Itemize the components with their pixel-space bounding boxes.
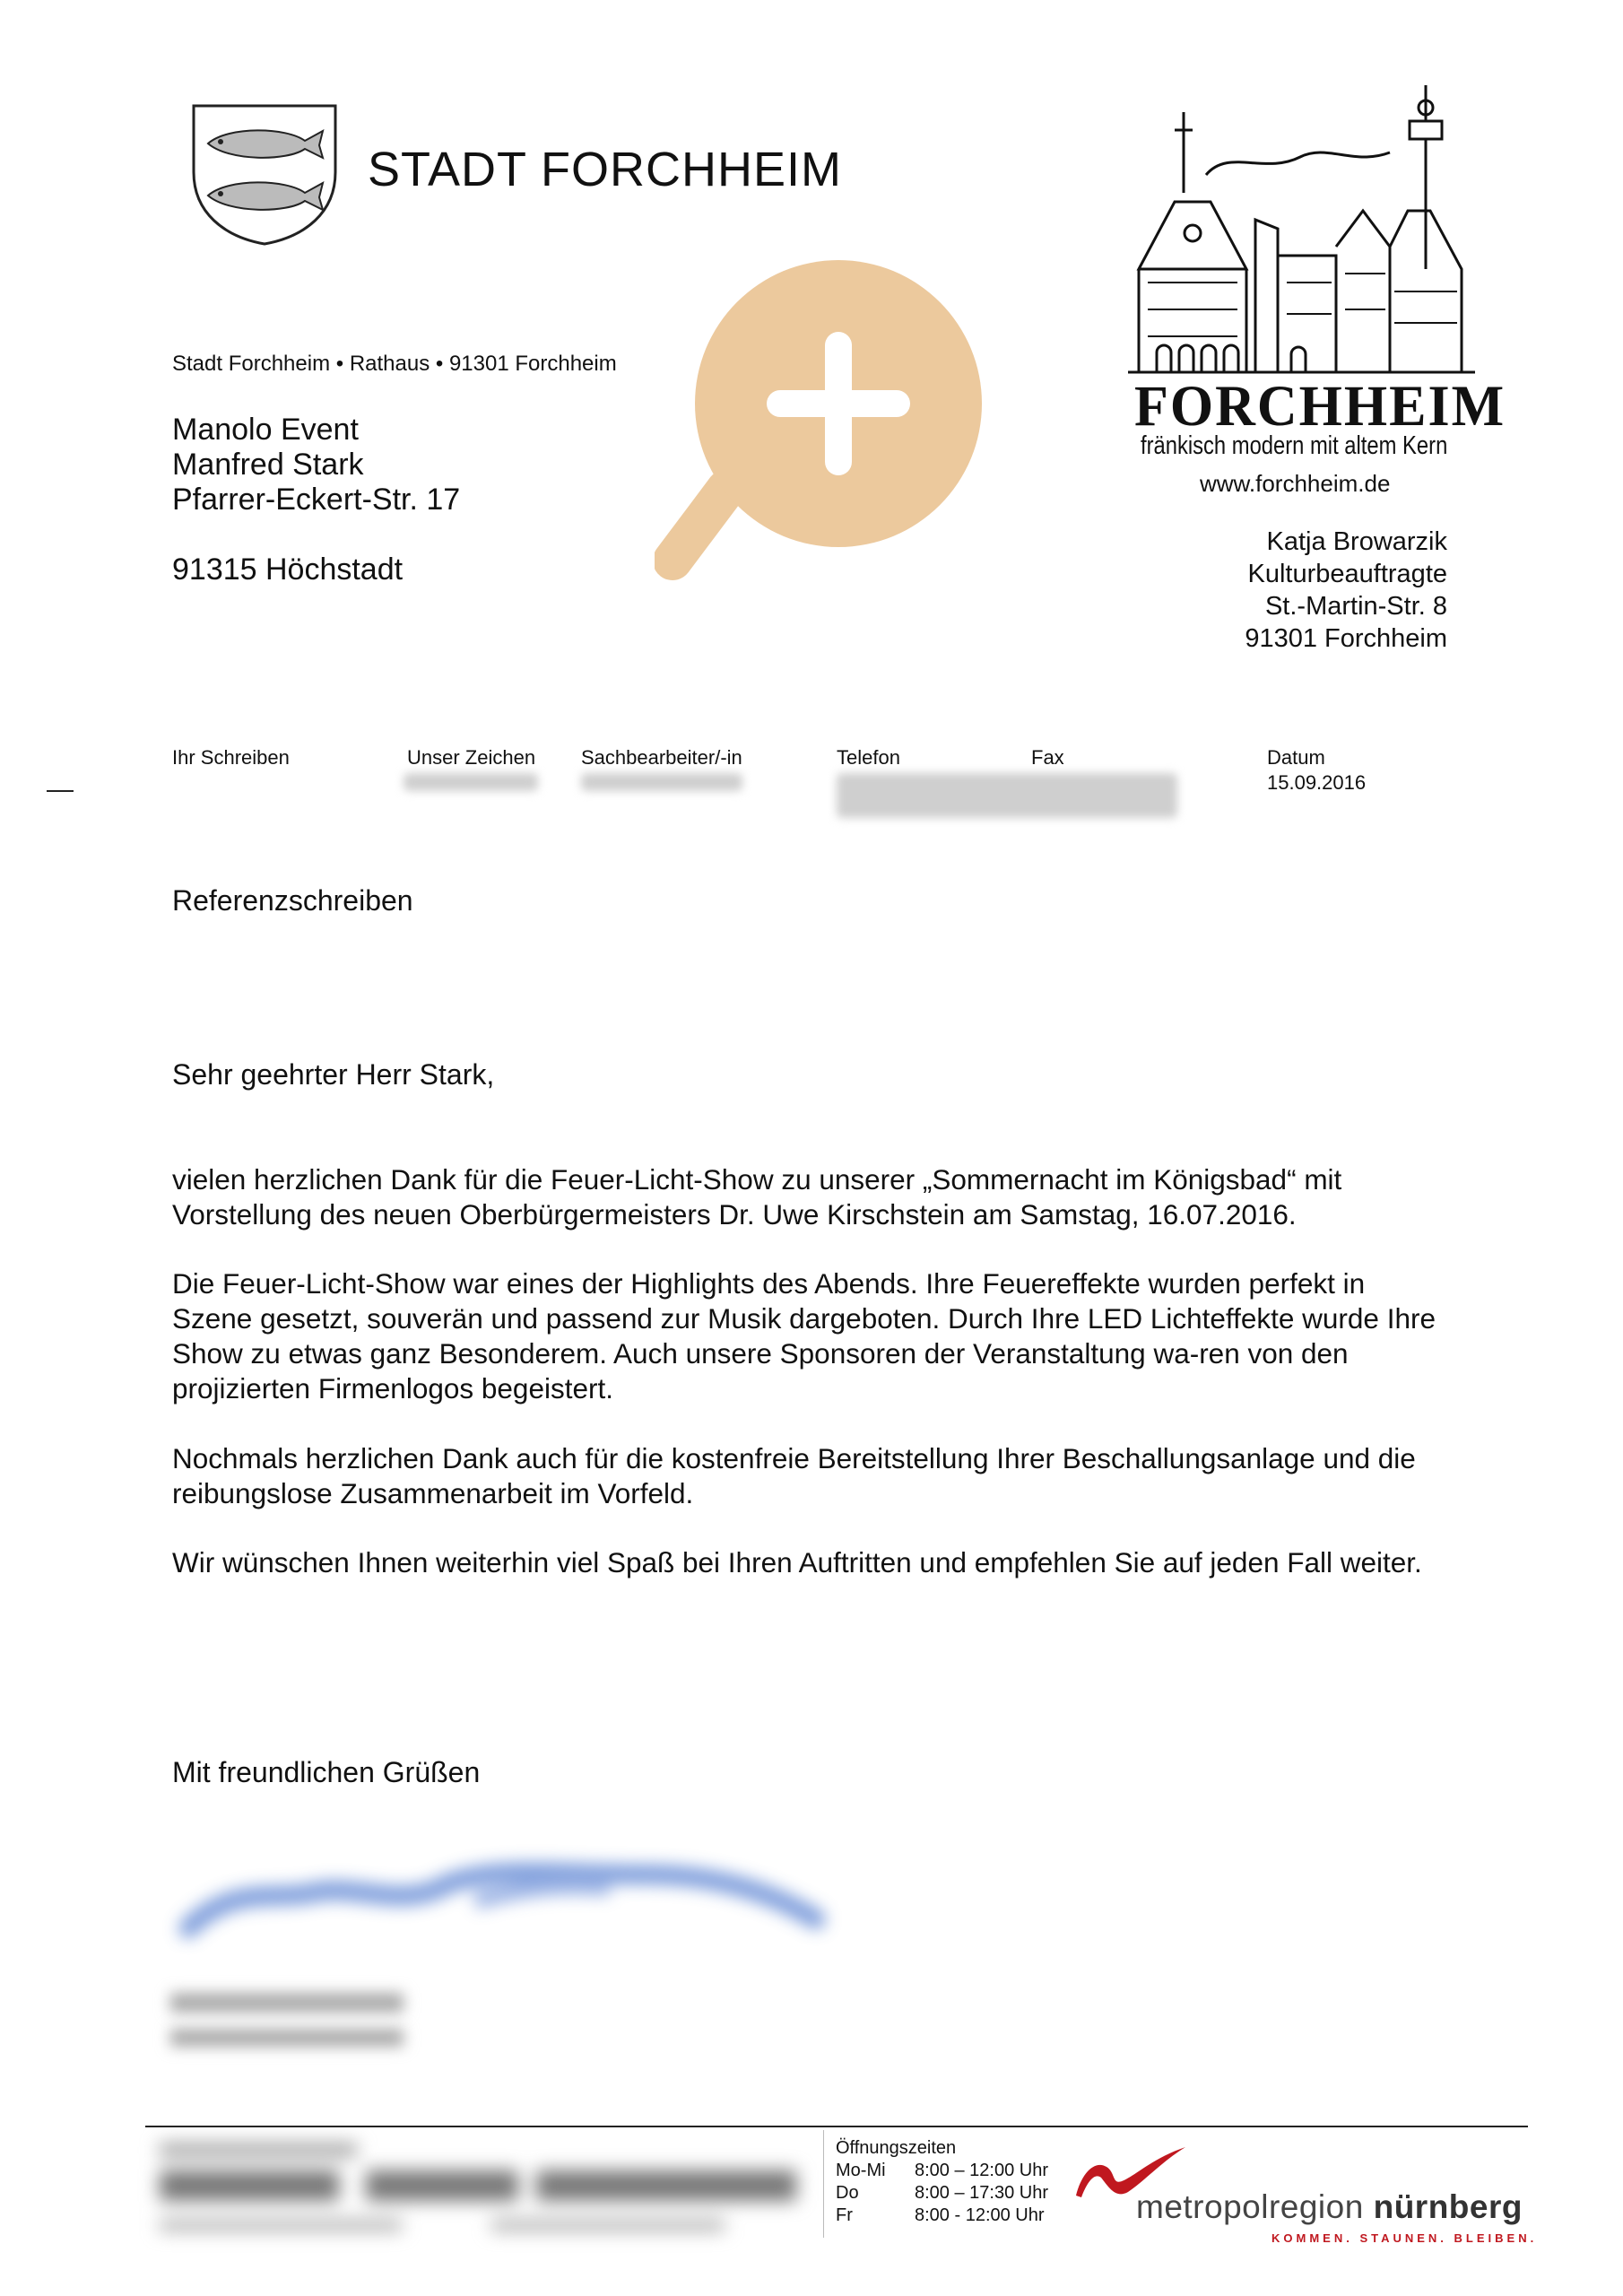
paragraph-2: Die Feuer-Licht-Show war eines der Highlights des Abends. Ihre Feuereffekte wurden perfekt in Szene gesetzt, souverän und passend zur Musik dargeboten. Durch Ihre LED Lichteffekte wurde Ihre Show zu etwas ganz Besonderem. Auch unsere Sponsoren der Veranstaltung wa-ren von den projizierten Firmenlogos begeistert.: [172, 1267, 1436, 1405]
hours-day: Do: [836, 2183, 859, 2203]
contact-city: 91301 Forchheim: [1245, 624, 1447, 653]
metro-name-light: metropolregion: [1136, 2188, 1374, 2225]
recipient-company: Manolo Event: [172, 413, 359, 447]
letter-subject: Referenzschreiben: [172, 884, 413, 917]
fold-mark: [47, 790, 74, 792]
recipient-street: Pfarrer-Eckert-Str. 17: [172, 483, 461, 517]
redacted-footer-info: [151, 2135, 823, 2242]
hours-row: [836, 2182, 1048, 2205]
letter-closing: Mit freundlichen Grüßen: [172, 1756, 481, 1788]
recipient-name: Manfred Stark: [172, 448, 364, 482]
signature-redacted: [179, 1848, 825, 1955]
recipient-city: 91315 Höchstadt: [172, 552, 404, 587]
hours-day: Fr: [836, 2205, 853, 2225]
ref-header-unser-zeichen: Unser Zeichen: [407, 746, 536, 769]
ref-header-telefon: Telefon: [837, 746, 900, 769]
website-link[interactable]: www.forchheim.de: [1200, 470, 1391, 497]
ref-header-fax: Fax: [1031, 746, 1064, 769]
contact-street: St.-Martin-Str. 8: [1264, 592, 1447, 621]
ref-header-datum: Datum: [1267, 746, 1325, 769]
hours-row: [836, 2205, 1048, 2227]
hours-time: 8:00 – 17:30 Uhr: [915, 2183, 1048, 2203]
town-skyline-icon: [1121, 76, 1480, 381]
paragraph-3: Nochmals herzlichen Dank auch für die kostenfreie Bereitstellung Ihrer Beschallungsanlage und die reibungslose Zusammenarbeit im Vorfeld.: [172, 1442, 1416, 1509]
hours-time: 8:00 - 12:00 Uhr: [915, 2205, 1045, 2225]
redacted-phone-fax: [837, 773, 1177, 818]
recipient-address: [172, 413, 460, 517]
city-title: STADT FORCHHEIM: [368, 143, 843, 196]
logo-slogan: fränkisch modern mit altem Kern: [1141, 431, 1448, 460]
hours-row: [836, 2160, 1048, 2182]
footer-separator: [823, 2130, 824, 2238]
paragraph-4: Wir wünschen Ihnen weiterhin viel Spaß bei Ihren Auftritten und empfehlen Sie auf jeden Fall weiter.: [172, 1546, 1422, 1578]
metropolregion-tagline: KOMMEN. STAUNEN. BLEIBEN.: [1271, 2231, 1538, 2245]
coat-of-arms-icon: [188, 100, 341, 248]
sender-return-address: Stadt Forchheim • Rathaus • 91301 Forchheim: [172, 352, 617, 376]
metro-name-bold: nürnberg: [1373, 2188, 1523, 2225]
hours-time: 8:00 – 12:00 Uhr: [915, 2161, 1048, 2180]
ref-header-ihr-schreiben: Ihr Schreiben: [172, 746, 290, 769]
forchheim-logo-word: FORCHHEIM: [1134, 374, 1506, 439]
contact-title: Kulturbeauftragte: [1247, 560, 1447, 588]
letter-greeting: Sehr geehrter Herr Stark,: [172, 1058, 495, 1091]
contact-name: Katja Browarzik: [1266, 527, 1447, 556]
opening-hours-table: [836, 2160, 1048, 2227]
zoom-in-icon[interactable]: [655, 256, 995, 596]
redacted-clerk: [581, 773, 742, 791]
redacted-signer-name: [170, 1993, 404, 2013]
letter-date: 15.09.2016: [1267, 771, 1367, 794]
redacted-reference: [404, 773, 538, 791]
metropolregion-logo-text: [1136, 2188, 1523, 2226]
opening-hours-title: Öffnungszeiten: [836, 2138, 957, 2158]
ref-header-sachbearbeiter: Sachbearbeiter/-in: [581, 746, 742, 769]
footer-divider: [145, 2126, 1528, 2127]
redacted-signer-title: [170, 2029, 404, 2047]
opening-hours: [836, 2137, 1048, 2227]
paragraph-1: vielen herzlichen Dank für die Feuer-Licht-Show zu unserer „Sommernacht im Königsbad“ mit Vorstellung des neuen Oberbürgermeisters Dr. Uwe Kirschstein am Samstag, 16.07.2016.: [172, 1163, 1342, 1231]
hours-day: Mo-Mi: [836, 2161, 886, 2180]
contact-block: [1245, 526, 1447, 655]
